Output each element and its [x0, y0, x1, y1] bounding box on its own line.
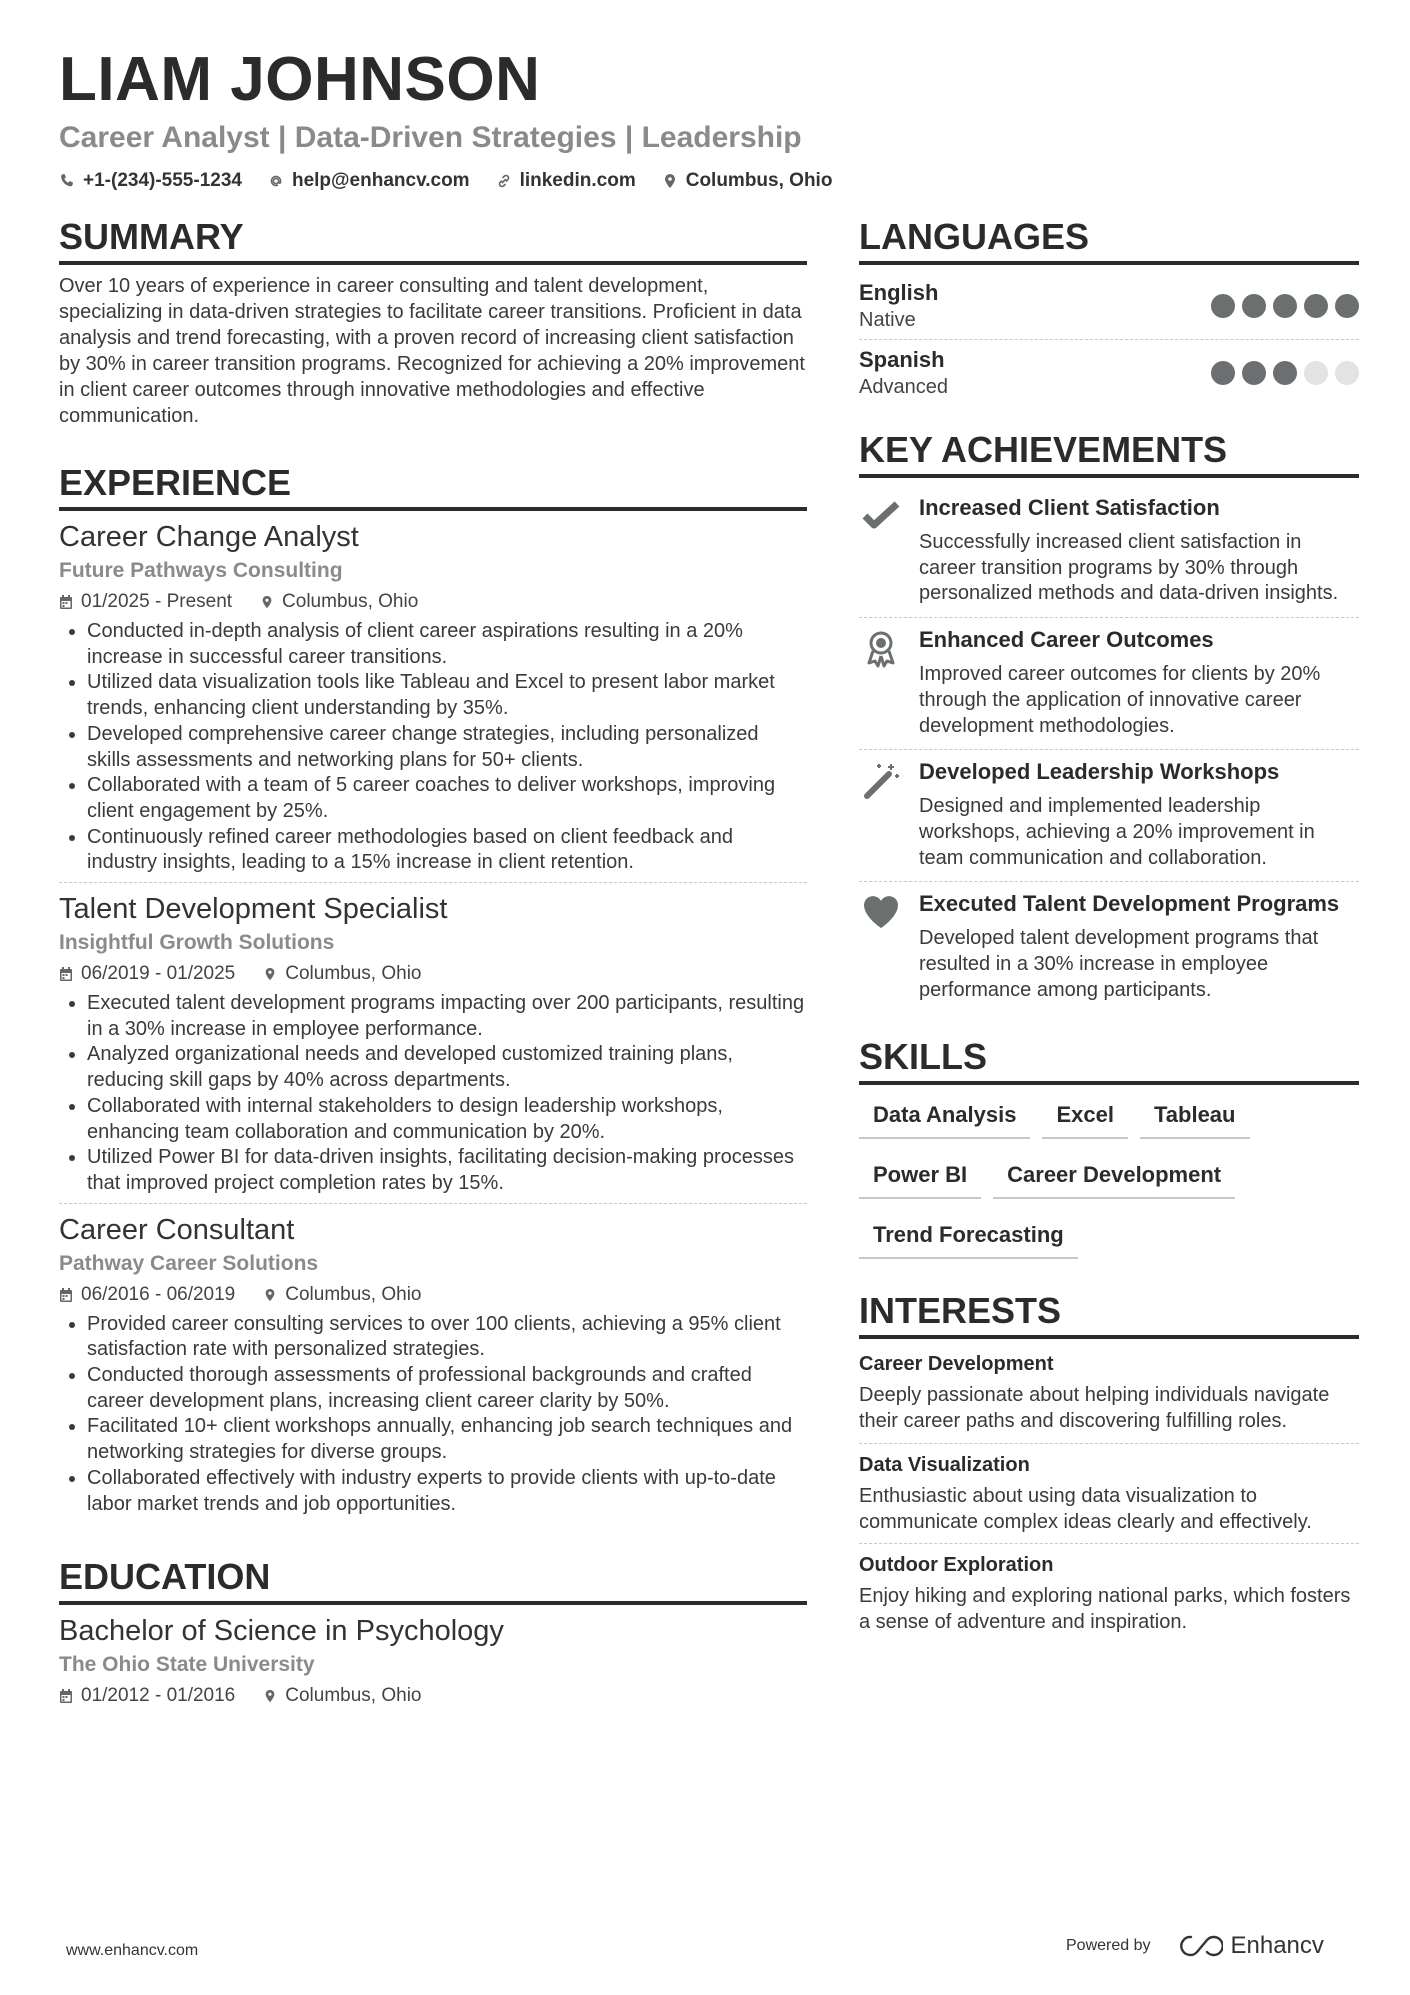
rating-dot-filled	[1273, 294, 1297, 318]
rating-dot-filled	[1304, 294, 1328, 318]
phone-text: +1-(234)-555-1234	[83, 170, 242, 191]
skill-tag: Power BI	[859, 1155, 981, 1199]
award-ribbon-icon	[861, 628, 901, 668]
skill-tag: Data Analysis	[859, 1095, 1030, 1139]
contact-bar	[59, 170, 1359, 192]
skill-tag: Trend Forecasting	[859, 1215, 1078, 1259]
interest-title: Career Development	[859, 1353, 1054, 1376]
achievement-desc: Developed talent development programs that resulted in a 30% increase in employee performance among participants.	[919, 927, 1319, 1001]
degree-title: Bachelor of Science in Psychology	[59, 1615, 504, 1648]
job-meta	[59, 1282, 807, 1308]
achievement-title: Increased Client Satisfaction	[919, 495, 1220, 520]
achievement-item	[859, 881, 1359, 1013]
heart-icon	[861, 892, 901, 932]
job-title: Career Change Analyst	[59, 521, 359, 553]
job-bullet: • Developed comprehensive career change strategies, including personalized skills assessments and networking plans for 50+ clients.	[87, 722, 807, 773]
at-sign-icon	[268, 173, 284, 189]
job-bullet: • Executed talent development programs impacting over 200 participants, resulting in a 30% increase in employee performance.	[87, 991, 807, 1042]
experience-section	[59, 461, 807, 1523]
rating-dot-empty	[1304, 361, 1328, 385]
job-bullet: • Analyzed organizational needs and developed customized training plans, reducing skill gaps by 40% across departments.	[87, 1042, 807, 1093]
job-bullet: • Collaborated effectively with industry experts to provide clients with up-to-date labor market trends and job opportunities.	[87, 1466, 807, 1517]
enhancv-logo-icon	[1177, 1933, 1223, 1959]
summary-text: Over 10 years of experience in career consulting and talent development, specializing in data-driven strategies to facilitate career transitions. Proficient in data analysis and trend forecasting, with a proven record of increasing client satisfaction by 30% in career transition programs. Recognized for achieving a 20% improvement in client career outcomes through innovative methodologies and effective communication.	[59, 275, 805, 427]
achievement-item	[859, 749, 1359, 881]
achievement-title: Enhanced Career Outcomes	[919, 627, 1214, 653]
job-entry	[59, 1203, 807, 1524]
job-bullet: • Conducted thorough assessments of professional backgrounds and crafted career development plans, increasing client career clarity by 50%.	[87, 1363, 807, 1414]
education-location	[263, 1683, 421, 1709]
company-name: Insightful Growth Solutions	[59, 931, 335, 955]
job-location-text: Columbus, Ohio	[285, 1283, 422, 1305]
rating-dot-filled	[1335, 294, 1359, 318]
achievements-section	[859, 428, 1359, 1013]
language-level: Advanced	[859, 376, 948, 398]
skills-heading: SKILLS	[859, 1035, 1359, 1085]
contact-phone[interactable]	[59, 170, 242, 192]
job-bullet: • Continuously refined career methodologies based on client feedback and industry insights, leading to a 15% increase in client retention.	[87, 825, 807, 876]
calendar-icon	[59, 1287, 73, 1303]
job-entry	[59, 882, 807, 1203]
brand-name: Enhancv	[1230, 1932, 1324, 1959]
job-title: Career Consultant	[59, 1213, 295, 1246]
linkedin-text: linkedin.com	[519, 170, 636, 191]
company-name: Pathway Career Solutions	[59, 1251, 319, 1275]
job-dates	[59, 961, 235, 987]
right-column	[859, 215, 1359, 1644]
phone-icon	[59, 173, 75, 189]
job-title: Talent Development Specialist	[59, 893, 448, 926]
interest-desc: Deeply passionate about helping individuals navigate their career paths and discovering fulfilling roles.	[859, 1384, 1330, 1433]
rating-dot-filled	[1211, 294, 1235, 318]
job-location	[263, 961, 421, 987]
job-bullet: • Collaborated with a team of 5 career coaches to deliver workshops, improving client engagement by 25%.	[87, 773, 807, 824]
job-dates	[59, 1282, 235, 1308]
achievement-desc: Improved career outcomes for clients by 20% through the application of innovative career development methodologies.	[919, 663, 1321, 737]
left-column	[59, 215, 807, 1715]
education-dates	[59, 1683, 235, 1709]
job-dates-text: 01/2025 - Present	[81, 591, 233, 612]
achievement-item	[859, 486, 1359, 617]
skill-tag: Tableau	[1140, 1095, 1250, 1139]
rating-dot-filled	[1242, 361, 1266, 385]
job-bullet: • Provided career consulting services to over 100 clients, achieving a 95% client satisfaction rate with personalized strategies.	[87, 1312, 807, 1363]
job-bullet: • Facilitated 10+ client workshops annually, enhancing job search techniques and networking strategies for diverse groups.	[87, 1414, 807, 1465]
resume-header	[59, 44, 1359, 192]
summary-heading: SUMMARY	[59, 215, 807, 265]
skills-list	[859, 1095, 1359, 1259]
language-rating	[1211, 294, 1359, 318]
checkmark-icon	[861, 496, 901, 536]
rating-dot-empty	[1335, 361, 1359, 385]
languages-section	[859, 215, 1359, 406]
job-dates	[59, 589, 232, 615]
achievements-heading: KEY ACHIEVEMENTS	[859, 428, 1359, 478]
interest-item	[859, 1443, 1359, 1543]
candidate-name: LIAM JOHNSON	[59, 45, 541, 114]
language-rating	[1211, 361, 1359, 385]
achievement-title: Executed Talent Development Programs	[919, 891, 1340, 917]
magic-wand-icon	[861, 760, 901, 800]
achievement-desc: Designed and implemented leadership workshops, achieving a 20% improvement in team communication and collaboration.	[919, 795, 1315, 869]
education-heading: EDUCATION	[59, 1555, 807, 1605]
job-entry	[59, 519, 807, 882]
rating-dot-filled	[1273, 361, 1297, 385]
interest-desc: Enjoy hiking and exploring national parks, which fosters a sense of adventure and inspiration.	[859, 1585, 1351, 1633]
education-section	[59, 1555, 807, 1715]
map-pin-icon	[662, 173, 678, 189]
achievement-item	[859, 617, 1359, 749]
job-bullet: • Collaborated with internal stakeholders to design leadership workshops, enhancing team collaboration and communication by 20%.	[87, 1094, 807, 1145]
job-location	[263, 1282, 421, 1308]
language-name: English	[859, 280, 939, 305]
job-bullet: • Utilized Power BI for data-driven insights, facilitating decision-making processes that improved project completion rates by 15%.	[87, 1145, 807, 1196]
calendar-icon	[59, 594, 73, 610]
contact-linkedin[interactable]	[496, 170, 636, 192]
language-item	[859, 339, 1359, 406]
achievement-title: Developed Leadership Workshops	[919, 759, 1280, 785]
summary-section	[59, 215, 807, 429]
skill-tag: Career Development	[993, 1155, 1235, 1199]
job-location-text: Columbus, Ohio	[282, 591, 419, 612]
job-bullets	[59, 991, 807, 1197]
education-location-text: Columbus, Ohio	[285, 1685, 422, 1707]
job-bullets	[59, 1312, 807, 1518]
footer-branding	[1066, 1932, 1324, 1960]
job-dates-text: 06/2016 - 06/2019	[81, 1283, 236, 1305]
school-name: The Ohio State University	[59, 1653, 315, 1677]
language-level: Native	[859, 309, 916, 331]
candidate-title: Career Analyst | Data-Driven Strategies | Leadership	[59, 121, 802, 154]
education-dates-text: 01/2012 - 01/2016	[81, 1685, 236, 1707]
company-name: Future Pathways Consulting	[59, 559, 343, 582]
rating-dot-filled	[1211, 361, 1235, 385]
job-bullets	[59, 619, 807, 876]
education-meta	[59, 1683, 807, 1709]
skills-section	[859, 1035, 1359, 1259]
interests-heading: INTERESTS	[859, 1289, 1359, 1339]
education-entry	[59, 1613, 807, 1715]
job-location	[260, 589, 418, 615]
powered-by-label: Powered by	[1066, 1937, 1151, 1954]
link-icon	[496, 173, 512, 189]
job-bullet: • Utilized data visualization tools like Tableau and Excel to present labor market trends, enhancing client understanding by 35%.	[87, 670, 807, 721]
contact-email[interactable]	[268, 170, 470, 192]
interest-item	[859, 1347, 1359, 1442]
map-pin-icon	[263, 1287, 277, 1303]
interests-section	[859, 1289, 1359, 1643]
job-dates-text: 06/2019 - 01/2025	[81, 963, 236, 985]
skill-tag: Excel	[1042, 1095, 1128, 1139]
job-meta	[59, 961, 807, 987]
job-location-text: Columbus, Ohio	[285, 963, 422, 985]
map-pin-icon	[263, 966, 277, 982]
achievement-desc: Successfully increased client satisfaction in career transition programs by 30% through personalized methods and data-driven insights.	[919, 531, 1339, 605]
email-text: help@enhancv.com	[291, 170, 470, 191]
interest-desc: Enthusiastic about using data visualization to communicate complex ideas clearly and effectively.	[859, 1484, 1312, 1533]
job-bullet: • Conducted in-depth analysis of client career aspirations resulting in a 20% increase in successful career transitions.	[87, 619, 807, 670]
contact-location	[662, 170, 833, 192]
interest-item	[859, 1543, 1359, 1643]
map-pin-icon	[263, 1688, 277, 1704]
interest-title: Outdoor Exploration	[859, 1554, 1054, 1577]
interest-title: Data Visualization	[859, 1453, 1030, 1476]
rating-dot-filled	[1242, 294, 1266, 318]
experience-heading: EXPERIENCE	[59, 461, 807, 511]
language-name: Spanish	[859, 347, 945, 372]
language-item	[859, 273, 1359, 339]
location-text: Columbus, Ohio	[685, 170, 833, 191]
job-meta	[59, 589, 807, 615]
map-pin-icon	[260, 594, 274, 610]
calendar-icon	[59, 966, 73, 982]
languages-heading: LANGUAGES	[859, 215, 1359, 265]
brand-logo[interactable]	[1177, 1932, 1324, 1960]
footer-website[interactable]: www.enhancv.com	[66, 1942, 199, 1959]
calendar-icon	[59, 1688, 73, 1704]
